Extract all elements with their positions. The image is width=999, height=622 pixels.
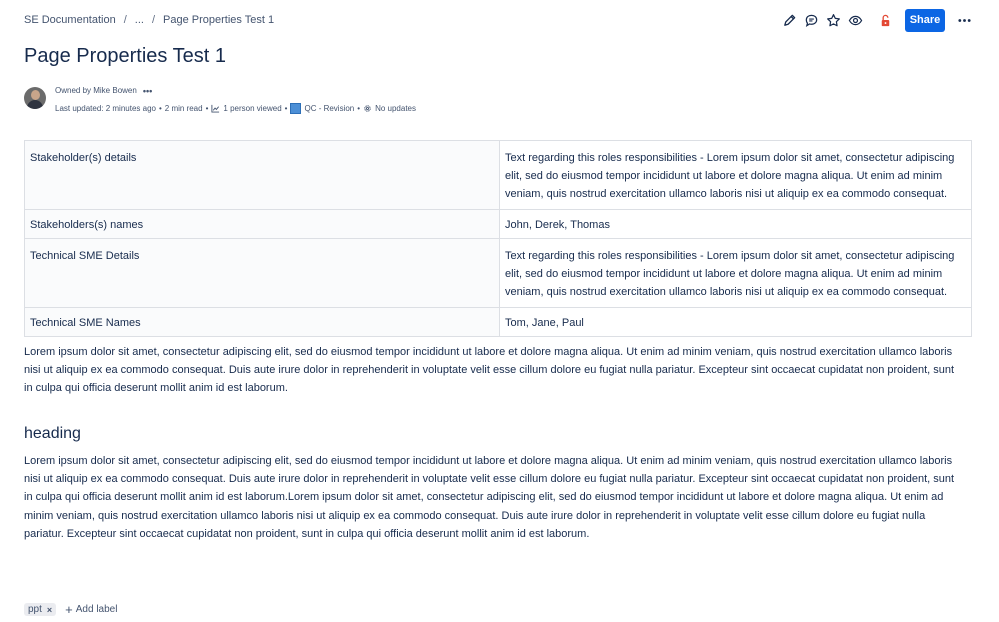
- watch-button[interactable]: [844, 9, 866, 31]
- updates-text[interactable]: No updates: [375, 104, 416, 113]
- add-label-text: Add label: [75, 604, 118, 615]
- views-text[interactable]: 1 person viewed: [223, 104, 282, 113]
- body-paragraph: Lorem ipsum dolor sit amet, consectetur adipiscing elit, sed do eiusmod tempor incididunt ut labore et dolore magna aliqua. Ut enim ad minim veniam, quis nostrud exercitation ullamco laboris nisi ut aliquip ex ea commodo consequat. Duis aute irure dolor in reprehenderit in voluptate velit esse cillum dolore eu fugiat nulla pariatur. Excepteur sint occaecat cupidatat non proident, sunt in culpa qui officia deserunt mollit anim id est laborum.: [24, 346, 955, 395]
- property-key-cell: Stakeholders(s) names: [25, 210, 500, 239]
- more-horizontal-icon: [957, 13, 972, 28]
- property-value-cell: Tom, Jane, Paul: [500, 308, 972, 337]
- edit-button[interactable]: [778, 9, 800, 31]
- property-value-cell: Text regarding this roles responsibilities - Lorem ipsum dolor sit amet, consectetur adipiscing elit, sed do eiusmod tempor incididunt ut labore et dolore magna aliqua. Ut enim ad minim veniam, quis nostrud exercitation ullamco laboris nisi ut aliquip ex ea commodo consequat.: [500, 239, 972, 308]
- byline-meta: [55, 85, 416, 111]
- byline-owner-row: [55, 85, 416, 96]
- property-key-cell: Technical SME Details: [25, 239, 500, 308]
- comment-button[interactable]: [800, 9, 822, 31]
- section-heading: heading: [24, 425, 81, 442]
- label-chip[interactable]: [24, 603, 56, 616]
- share-button[interactable]: Share: [905, 9, 945, 32]
- star-button[interactable]: [822, 9, 844, 31]
- byline-more-button[interactable]: •••: [142, 85, 153, 96]
- star-icon: [826, 13, 841, 28]
- page-byline: [24, 85, 416, 111]
- label-chip-text[interactable]: ppt: [28, 604, 42, 615]
- last-updated-text[interactable]: Last updated: 2 minutes ago: [55, 104, 156, 113]
- avatar[interactable]: [24, 87, 46, 109]
- status-page-icon: [290, 103, 301, 114]
- property-value-cell: John, Derek, Thomas: [500, 210, 972, 239]
- restrictions-button[interactable]: [874, 9, 896, 31]
- comment-icon: [804, 13, 819, 28]
- more-actions-button[interactable]: [953, 9, 975, 31]
- owner-text[interactable]: Owned by Mike Bowen: [55, 86, 137, 95]
- table-row: [25, 239, 972, 308]
- breadcrumb-separator: /: [123, 14, 127, 26]
- add-label-button[interactable]: [65, 602, 117, 617]
- property-key-cell: Stakeholder(s) details: [25, 141, 500, 210]
- breadcrumb-separator: /: [151, 14, 156, 26]
- breadcrumb-ellipsis-button[interactable]: ...: [134, 14, 144, 26]
- table-row: [25, 141, 972, 210]
- avatar-body-shape: [27, 100, 43, 109]
- body-paragraph: Lorem ipsum dolor sit amet, consectetur adipiscing elit, sed do eiusmod tempor incididunt ut labore et dolore magna aliqua. Ut enim ad minim veniam, quis nostrud exercitation ullamco laboris nisi ut aliquip ex ea commodo consequat. Duis aute irure dolor in reprehenderit in voluptate velit esse cillum dolore eu fugiat nulla pariatur. Excepteur sint occaecat cupidatat non proident, sunt in culpa qui officia deserunt mollit anim id est laborum.Lorem ipsum dolor sit amet, consectetur adipiscing elit, sed do eiusmod tempor incididunt ut labore et dolore magna aliqua. Ut enim ad minim veniam, quis nostrud exercitation ullamco laboris nisi ut aliquip ex ea commodo consequat. Duis aute irure dolor in reprehenderit in voluptate velit esse cillum dolore eu fugiat nulla pariatur. Excepteur sint occaecat cupidatat non proident, sunt in culpa qui officia deserunt mollit anim id est laborum.: [24, 455, 955, 540]
- page-properties-table: [24, 140, 972, 337]
- remove-label-icon[interactable]: ×: [46, 604, 53, 615]
- pencil-icon: [782, 13, 797, 28]
- page-title: Page Properties Test 1: [24, 45, 226, 67]
- labels-bar: [24, 602, 117, 617]
- separator-dot: •: [357, 104, 361, 113]
- analytics-chart-icon: [211, 104, 220, 113]
- read-time-text: 2 min read: [164, 104, 203, 113]
- table-row: [25, 210, 972, 239]
- breadcrumb-space-link[interactable]: SE Documentation: [24, 14, 116, 26]
- breadcrumb-current-page[interactable]: Page Properties Test 1: [163, 14, 275, 26]
- top-bar: [24, 8, 975, 32]
- breadcrumb: [24, 14, 274, 26]
- byline-details-row: [55, 103, 416, 114]
- unlock-icon: [878, 13, 893, 28]
- separator-dot: •: [158, 104, 162, 113]
- property-value-cell: Text regarding this roles responsibilities - Lorem ipsum dolor sit amet, consectetur adipiscing elit, sed do eiusmod tempor incididunt ut labore et dolore magna aliqua. Ut enim ad minim veniam, quis nostrud exercitation ullamco laboris nisi ut aliquip ex ea commodo consequat.: [500, 141, 972, 210]
- avatar-head-shape: [31, 90, 40, 100]
- plus-icon: +: [65, 602, 73, 617]
- settings-cog-icon: [363, 104, 372, 113]
- status-text[interactable]: QC - Revision: [304, 104, 355, 113]
- property-key-cell: Technical SME Names: [25, 308, 500, 337]
- page-actions: [778, 9, 975, 32]
- eye-icon: [848, 13, 863, 28]
- separator-dot: •: [284, 104, 288, 113]
- separator-dot: •: [205, 104, 209, 113]
- table-row: [25, 308, 972, 337]
